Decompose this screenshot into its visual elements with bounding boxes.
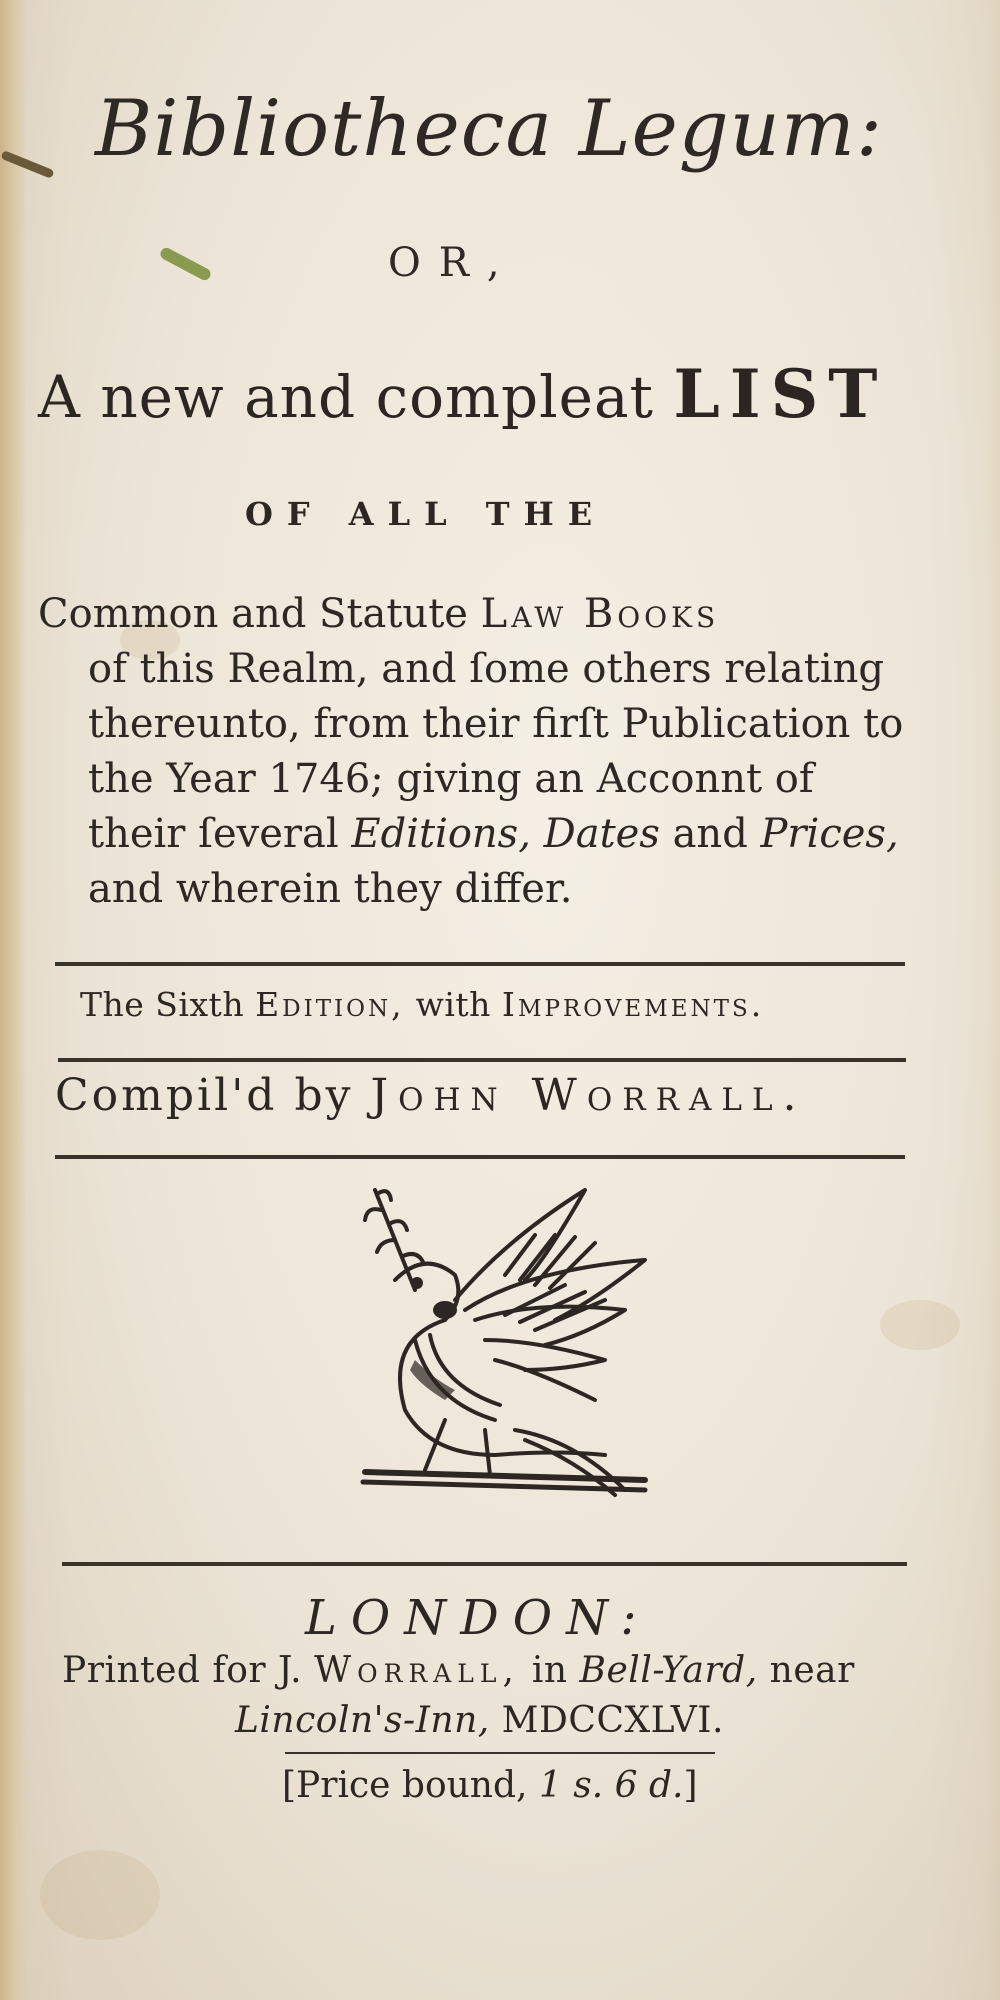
price-pence: 6 d. xyxy=(614,1765,684,1806)
compiler-line xyxy=(55,1070,925,1121)
binding-thread xyxy=(158,246,212,282)
rule-line xyxy=(55,962,905,966)
description-row xyxy=(38,587,913,642)
compiler-name: John Worrall. xyxy=(370,1070,807,1121)
paper-stain xyxy=(40,1850,160,1940)
book-title: Bibliotheca Legum: xyxy=(95,84,884,174)
price-text: [Price bound, xyxy=(282,1765,528,1806)
edition-line xyxy=(80,985,900,1024)
compiler-text: Compil'd by xyxy=(55,1070,354,1121)
edition-caps: Edition, xyxy=(255,985,405,1024)
price-line xyxy=(282,1765,722,1806)
subtitle-lead: A new and compleat xyxy=(38,363,654,431)
imprint-caps: Worrall, xyxy=(314,1650,520,1691)
phoenix-woodcut-icon xyxy=(355,1180,665,1510)
rule-line xyxy=(285,1752,715,1754)
description-italic: Editions, xyxy=(351,811,531,857)
description-row: of this Realm, and ſome others relating xyxy=(88,646,885,692)
description-row: thereunto, from their firſt Publication to xyxy=(88,701,904,747)
subtitle xyxy=(38,355,918,433)
imprint-italic: Lincoln's-Inn, xyxy=(235,1700,490,1741)
edition-text: The Sixth xyxy=(80,985,245,1024)
description-paragraph xyxy=(38,587,913,917)
place-of-publication: LONDON: xyxy=(305,1590,651,1646)
imprint-line xyxy=(235,1700,835,1741)
imprint-date: MDCCXLVI. xyxy=(501,1700,724,1741)
imprint-text: near xyxy=(769,1650,855,1691)
imprint-line xyxy=(62,1650,942,1691)
description-row xyxy=(38,807,913,862)
description-italic: Prices, xyxy=(760,811,899,857)
or-line: OR, xyxy=(388,240,518,286)
price-shillings: 1 s. xyxy=(538,1765,604,1806)
edition-caps: Improvements. xyxy=(501,985,765,1024)
description-text: their ſeveral xyxy=(88,811,339,857)
description-caps: Law Books xyxy=(480,591,720,637)
imprint-text: Printed for J. xyxy=(62,1650,303,1691)
description-text: Common and Statute xyxy=(38,591,468,637)
imprint-italic: Bell-Yard, xyxy=(579,1650,758,1691)
edition-text: with xyxy=(415,985,491,1024)
description-text: and xyxy=(672,811,748,857)
of-all-the: OF ALL THE xyxy=(245,495,607,533)
imprint-text: in xyxy=(531,1650,568,1691)
rule-line xyxy=(62,1562,907,1566)
description-row: the Year 1746; giving an Acconnt of xyxy=(88,756,814,802)
price-bracket: ] xyxy=(683,1765,698,1806)
rule-line xyxy=(55,1155,905,1159)
page-spine-edge xyxy=(0,0,26,2000)
subtitle-caps: LIST xyxy=(673,355,888,433)
rule-line xyxy=(58,1058,906,1062)
description-row: and wherein they differ. xyxy=(88,866,573,912)
paper-stain xyxy=(880,1300,960,1350)
description-italic: Dates xyxy=(543,811,660,857)
